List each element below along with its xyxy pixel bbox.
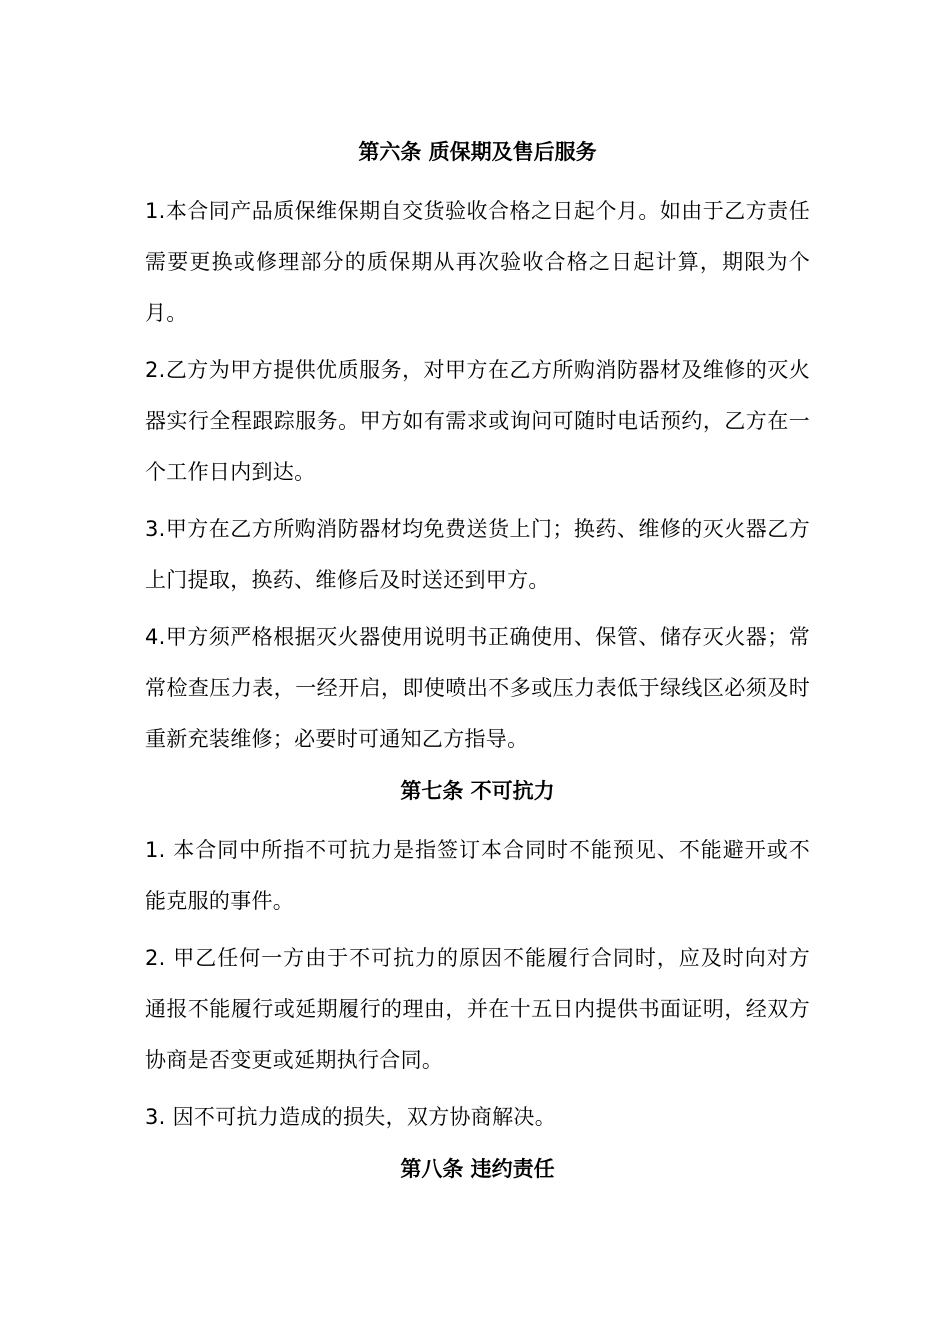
paragraph: 3.甲方在乙方所购消防器材均免费送货上门；换药、维修的灭火器乙方上门提取，换药、维修后及时送还到甲方。 <box>145 517 810 592</box>
paragraph: 2.乙方为甲方提供优质服务，对甲方在乙方所购消防器材及维修的灭火器实行全程跟踪服务。甲方如有需求或询问可随时电话预约，乙方在一个工作日内到达。 <box>145 358 810 484</box>
paragraph: 3. 因不可抗力造成的损失，双方协商解决。 <box>145 1105 557 1129</box>
paragraph: 1.本合同产品质保维保期自交货验收合格之日起个月。如由于乙方责任需要更换或修理部分的质保期从再次验收合格之日起计算，期限为个月。 <box>145 199 810 325</box>
paragraph: 1. 本合同中所指不可抗力是指签订本合同时不能预见、不能避开或不能克服的事件。 <box>145 838 810 913</box>
paragraph: 4.甲方须严格根据灭火器使用说明书正确使用、保管、储存灭火器；常常检查压力表，一经开启，即使喷出不多或压力表低于绿线区必须及时重新充装维修；必要时可通知乙方指导。 <box>145 625 810 751</box>
section-heading-8: 第八条 违约责任 <box>400 1157 555 1181</box>
paragraph: 2. 甲乙任何一方由于不可抗力的原因不能履行合同时，应及时向对方通报不能履行或延期履行的理由，并在十五日内提供书面证明，经双方协商是否变更或延期执行合同。 <box>145 946 810 1072</box>
section-heading-6: 第六条 质保期及售后服务 <box>358 140 597 164</box>
document-body <box>145 132 810 1203</box>
section-heading-7: 第七条 不可抗力 <box>400 779 555 803</box>
